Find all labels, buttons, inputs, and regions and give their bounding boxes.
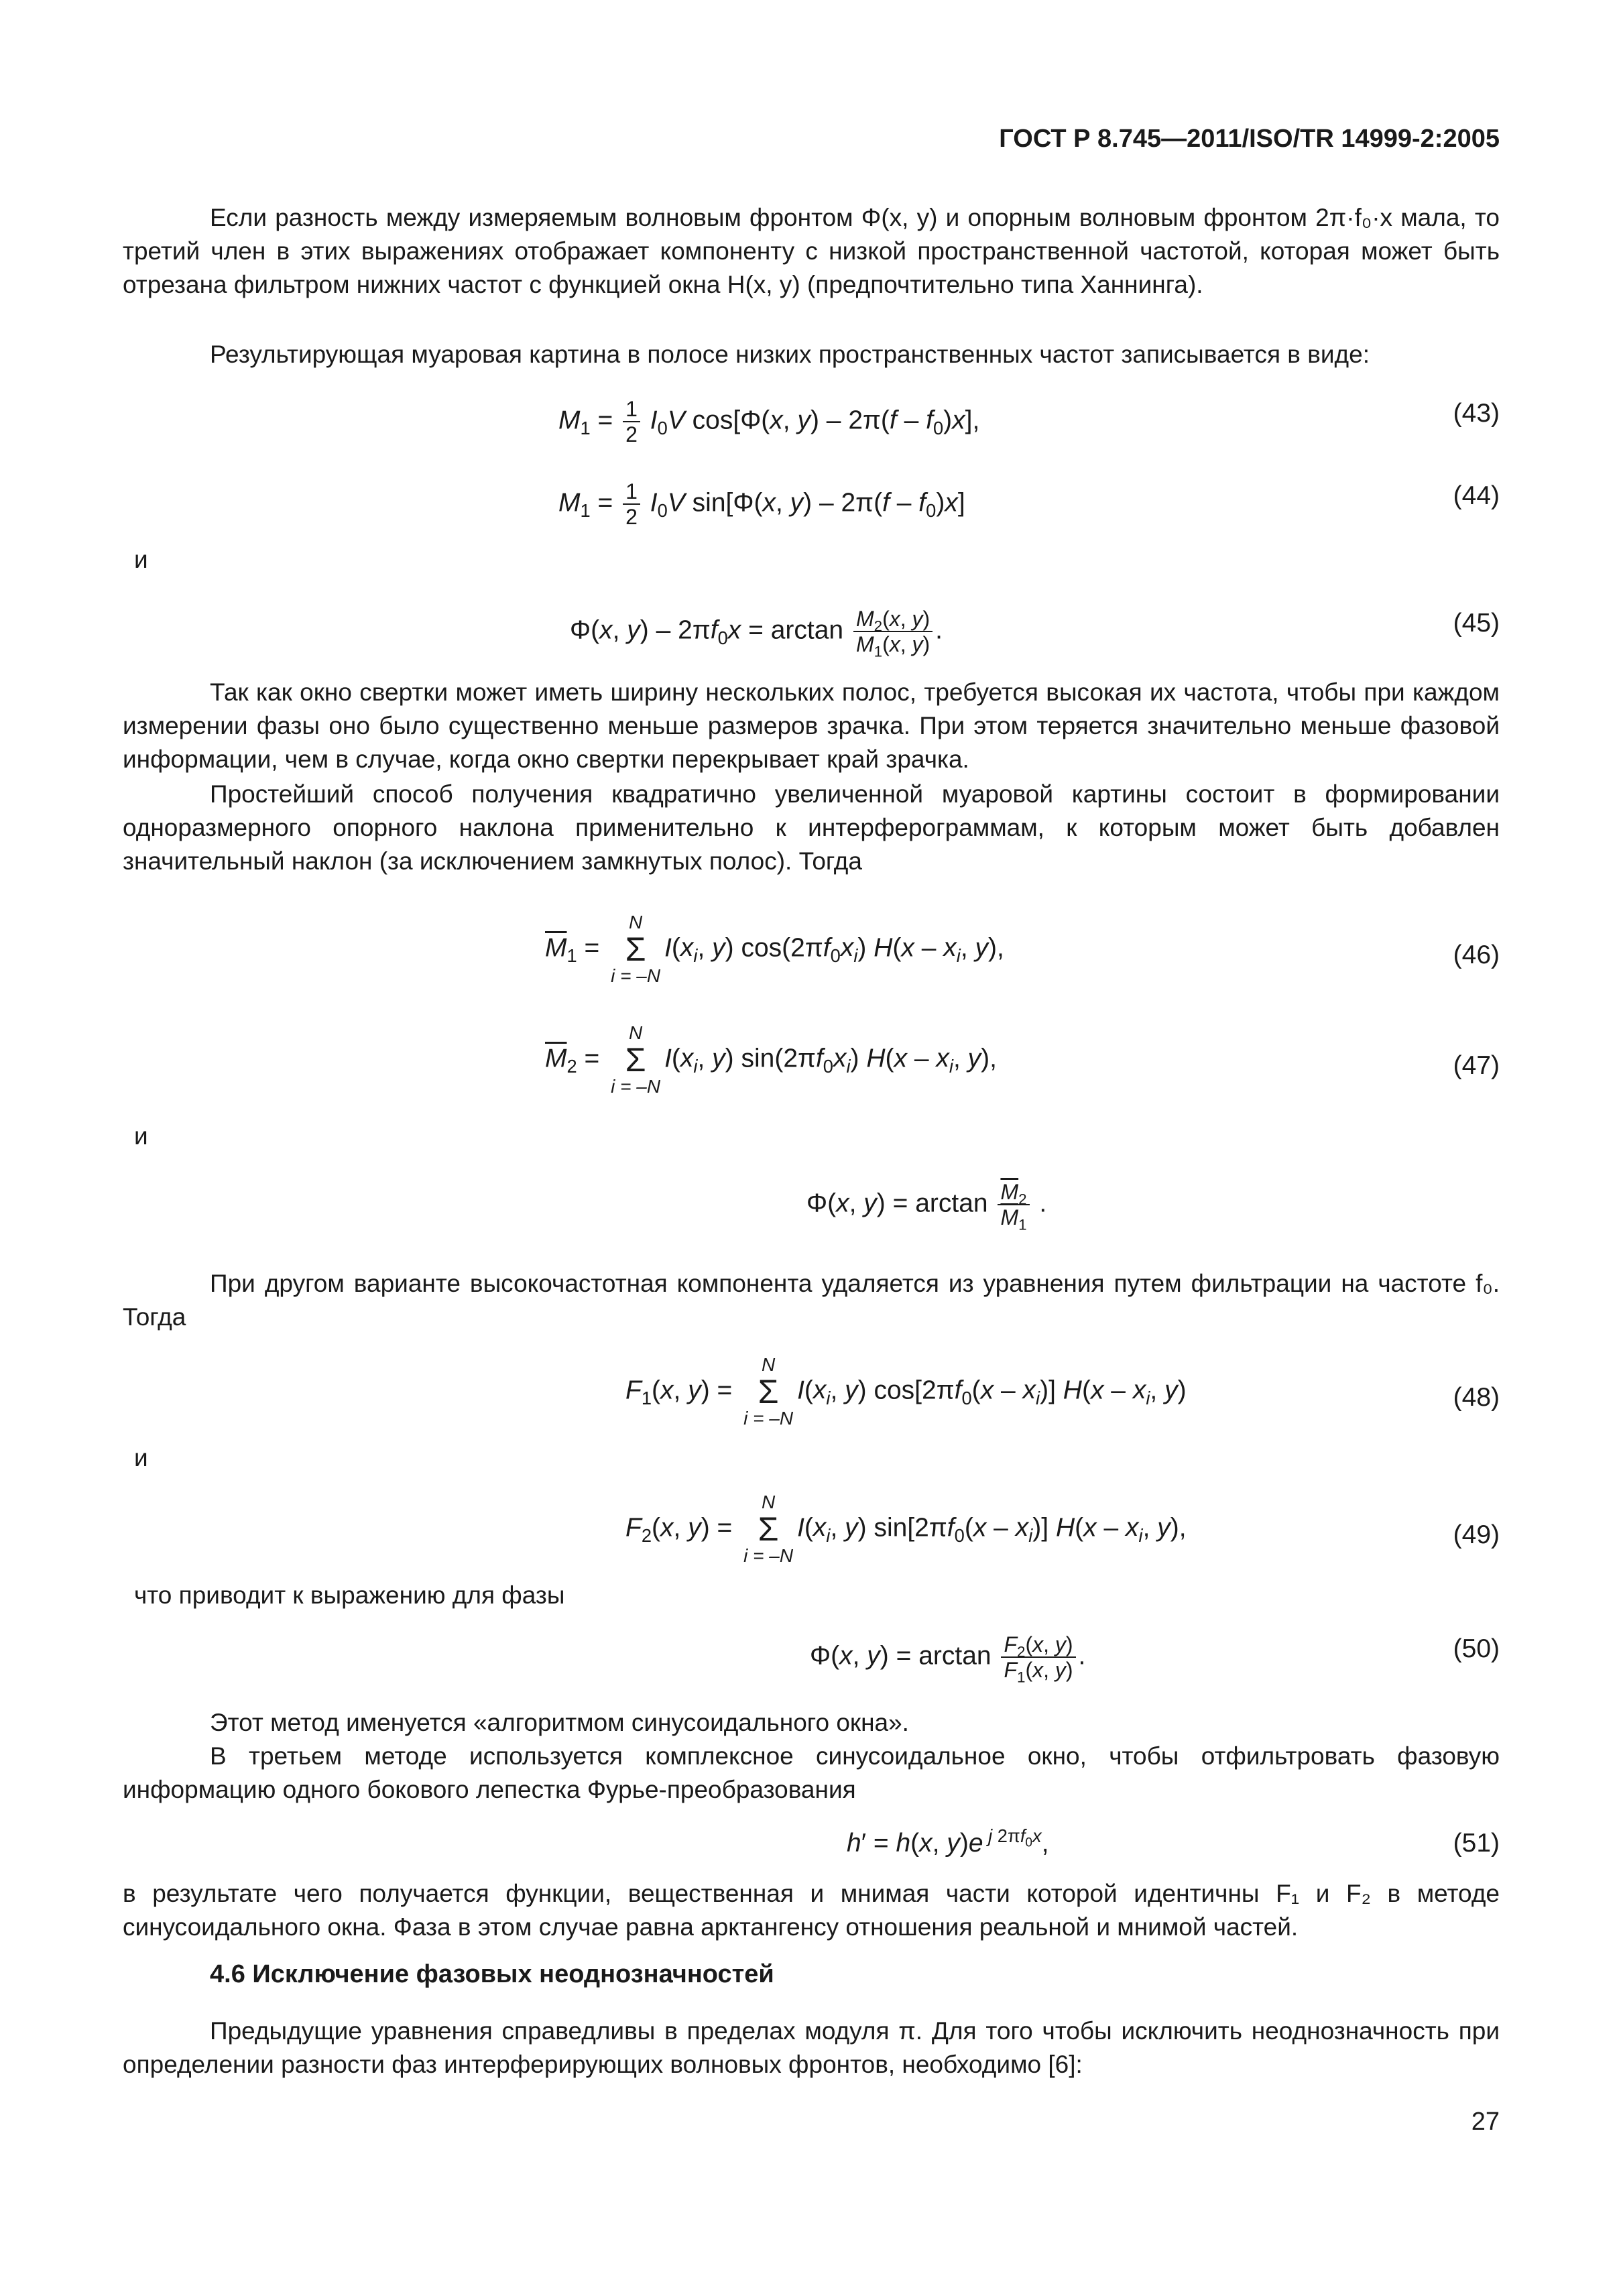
- conjunction-and: и: [134, 1122, 148, 1150]
- formula-47: $\overline{M}_2$ = N Σ i = –N $I(x_i$, y) $\sin(2\pi f_0x_i)$ $H(x - x_i$, y),: [545, 1022, 997, 1097]
- paragraph-text: Предыдущие уравнения справедливы в пределах модуля π. Для того чтобы исключить неоднозначность при определении разности фаз интерферирующих волновых фронтов, необходимо [6]:: [123, 2017, 1500, 2078]
- formula-46: $\overline{M}_1$ = N Σ i = –N $I(x_i$, y) $\cos(2\pi f_0x_i)$ $H(x - x_i$, y),: [545, 912, 1004, 986]
- section-heading: 4.6 Исключение фазовых неоднозначностей: [210, 1960, 774, 1988]
- paragraph-text: Так как окно свертки может иметь ширину нескольких полос, требуется высокая их частота, чтобы при каждом измерении фазы оно было существенно меньше размеров зрачка. При этом теряется значительно меньше фазовой информации, чем в случае, когда окно свертки перекрывает край зрачка.: [123, 678, 1500, 773]
- standard-header: ГОСТ Р 8.745—2011/ISO/TR 14999-2:2005: [999, 125, 1500, 153]
- equation-43: [123, 397, 1500, 477]
- equation-number: (48): [1453, 1383, 1500, 1412]
- equation-number: (47): [1453, 1051, 1500, 1080]
- equation-number: (46): [1453, 941, 1500, 969]
- equation-number: (50): [1453, 1634, 1500, 1663]
- equation-number: (45): [1453, 609, 1500, 638]
- paragraph-text: В третьем методе используется комплексное синусоидальное окно, чтобы отфильтровать фазовую информацию одного бокового лепестка Фурье-преобразования: [123, 1742, 1500, 1803]
- paragraph-text: в результате чего получается функции, вещественная и мнимая части которой идентичны F₁ и F₂ в методе синусоидального окна. Фаза в этом случае равна арктангенсу отношения реальной и мнимой частей.: [123, 1880, 1500, 1941]
- paragraph-7: [123, 1706, 1500, 1740]
- formula-43: $M_1$ = $\frac{1}{2}$ $I_0V$ cos[Φ(x, $y) - 2\pi(f - f_0)x$],: [558, 397, 980, 446]
- formula-49: $F_2(x$, y) = N Σ i = –N $I(x_i$, y) $\sin[2\pi f_0(x - x_i)]$ $H(x - x_i$, y),: [625, 1492, 1187, 1566]
- paragraph-6: [123, 1579, 1500, 1612]
- formula-45: Φ(x, $y) - 2\pi f_0x = \arctan$ $\frac{M_2(x, y)}{M_1(x, y)}$ .: [570, 607, 943, 660]
- paragraph-3: [123, 676, 1500, 776]
- equation-49: [123, 1492, 1500, 1572]
- formula-48: $F_1(x$, y) = N Σ i = –N $I(x_i$, y) $\cos[2\pi f_0(x - x_i)]$ $H(x - x_i$, y): [625, 1354, 1187, 1429]
- formula-50: Φ(x, y) = arctan $\frac{F_2(x, y)}{F_1(x, y)}$ .: [810, 1632, 1086, 1686]
- paragraph-9: [123, 1877, 1500, 1944]
- equation-45: [123, 607, 1500, 687]
- paragraph-4: [123, 778, 1500, 878]
- equation-50: [123, 1632, 1500, 1713]
- equation-46: [123, 912, 1500, 992]
- equation-44: [123, 479, 1500, 560]
- equation-number: (51): [1453, 1829, 1500, 1858]
- page-number: 27: [1471, 2108, 1500, 2136]
- paragraph-5: [123, 1267, 1500, 1334]
- equation-number: (49): [1453, 1520, 1500, 1549]
- paragraph-2: [123, 338, 1500, 371]
- equation-48: [123, 1354, 1500, 1435]
- paragraph-text: Этот метод именуется «алгоритмом синусоидального окна».: [210, 1709, 909, 1736]
- paragraph-1: [123, 201, 1500, 302]
- equation-number: (43): [1453, 399, 1500, 428]
- equation-phi: [123, 1180, 1500, 1260]
- conjunction-and: и: [134, 546, 148, 573]
- formula-44: $M_1$ = $\frac{1}{2}$ $I_0V$ sin[Φ(x, $y) - 2\pi(f - f_0)x$]: [558, 479, 965, 529]
- equation-47: [123, 1022, 1500, 1103]
- formula-phi: Φ(x, y) = arctan $\frac{\overline{M}_2}{\overline{M}_1}$ .: [806, 1180, 1047, 1233]
- paragraph-text: При другом варианте высокочастотная компонента удаляется из уравнения путем фильтрации на частоте f₀. Тогда: [123, 1270, 1500, 1331]
- equation-number: (44): [1453, 481, 1500, 510]
- paragraph-10: [123, 2014, 1500, 2081]
- paragraph-text: Простейший способ получения квадратично увеличенной муаровой картины состоит в формировании одноразмерного опорного наклона применительно к интерферограммам, к которым может быть добавлен значительный наклон (за исключением замкнутых полос). Тогда: [123, 780, 1500, 875]
- paragraph-8: [123, 1740, 1500, 1807]
- formula-51: h′ = h(x, y)e $^{j 2\pi f_0x}$,: [847, 1825, 1049, 1858]
- paragraph-text: Результирующая муаровая картина в полосе низких пространственных частот записывается в виде:: [210, 341, 1370, 368]
- conjunction-and: и: [134, 1444, 148, 1471]
- paragraph-text: что приводит к выражению для фазы: [134, 1581, 565, 1609]
- paragraph-text: Если разность между измеряемым волновым фронтом Φ(x, y) и опорным волновым фронтом 2π·f₀·x мала, то третий член в этих выражениях отображает компоненту с низкой пространственной частотой, которая может быть отрезана фильтром нижних частот с функцией окна H(x, y) (предпочтительно типа Ханнинга).: [123, 204, 1500, 298]
